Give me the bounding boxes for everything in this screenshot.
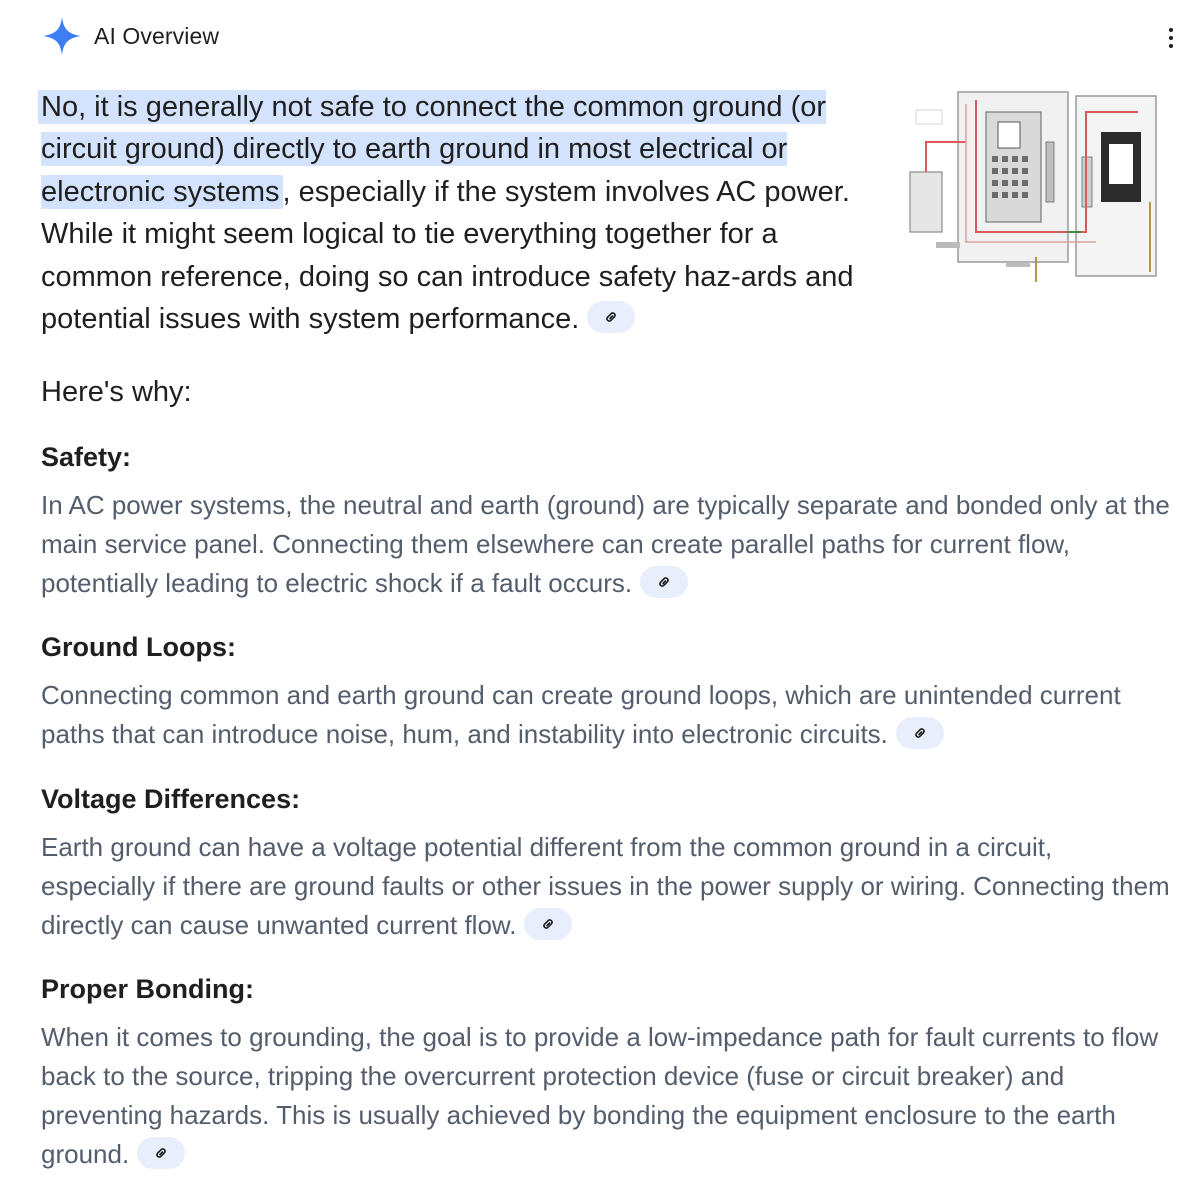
section-voltage-differences	[41, 783, 1171, 945]
citation-link-button[interactable]	[587, 301, 635, 333]
citation-link-button[interactable]	[896, 717, 944, 749]
link-icon	[912, 725, 928, 741]
section-title: Voltage Differences:	[41, 784, 301, 814]
section-body: Connecting common and earth ground can create ground loops, which are unintended current paths that can introduce noise, hum, and instability into electronic circuits.	[41, 680, 1121, 749]
why-heading: Here's why:	[41, 376, 192, 408]
wiring-diagram-thumbnail[interactable]	[906, 82, 1160, 292]
section-proper-bonding	[41, 973, 1171, 1174]
ai-overview-header	[40, 16, 1180, 56]
section-body: When it comes to grounding, the goal is to provide a low-impedance path for fault currents to flow back to the source, tripping the overcurrent protection device (fuse or circuit breaker) and preventing hazards. This is usually achieved by bonding the equipment enclosure to the earth ground.	[41, 1022, 1159, 1169]
intro-rest: , especially if the system involves AC power. While it might seem logical to tie everything together for a common reference, doing so can introduce safety haz-ards and potential issues with system performance.	[41, 175, 854, 336]
section-safety	[41, 441, 1171, 603]
section-title: Safety:	[41, 442, 132, 472]
section-body: In AC power systems, the neutral and earth (ground) are typically separate and bonded only at the main service panel. Connecting them elsewhere can create parallel paths for current flow, potentially leading to electric shock if a fault occurs.	[41, 490, 1170, 598]
highlighted-answer: No, it is generally not safe to connect the common ground (or circuit ground) directly to earth ground in most electrical or electronic systems	[38, 90, 826, 209]
intro-paragraph	[41, 86, 891, 340]
section-title: Proper Bonding:	[41, 974, 254, 1004]
sparkle-icon	[41, 15, 83, 57]
link-icon	[540, 916, 556, 932]
citation-link-button[interactable]	[640, 566, 688, 598]
more-vert-icon[interactable]	[1162, 24, 1180, 52]
link-icon	[153, 1145, 169, 1161]
header-title: AI Overview	[94, 22, 220, 49]
section-title: Ground Loops:	[41, 632, 236, 662]
citation-link-button[interactable]	[524, 908, 572, 940]
citation-link-button[interactable]	[137, 1137, 185, 1169]
link-icon	[603, 309, 619, 325]
section-ground-loops	[41, 631, 1171, 754]
link-icon	[656, 574, 672, 590]
section-body: Earth ground can have a voltage potential different from the common ground in a circuit, especially if there are ground faults or other issues in the power supply or wiring. Connecting them directly can cause unwanted current flow.	[41, 832, 1170, 940]
